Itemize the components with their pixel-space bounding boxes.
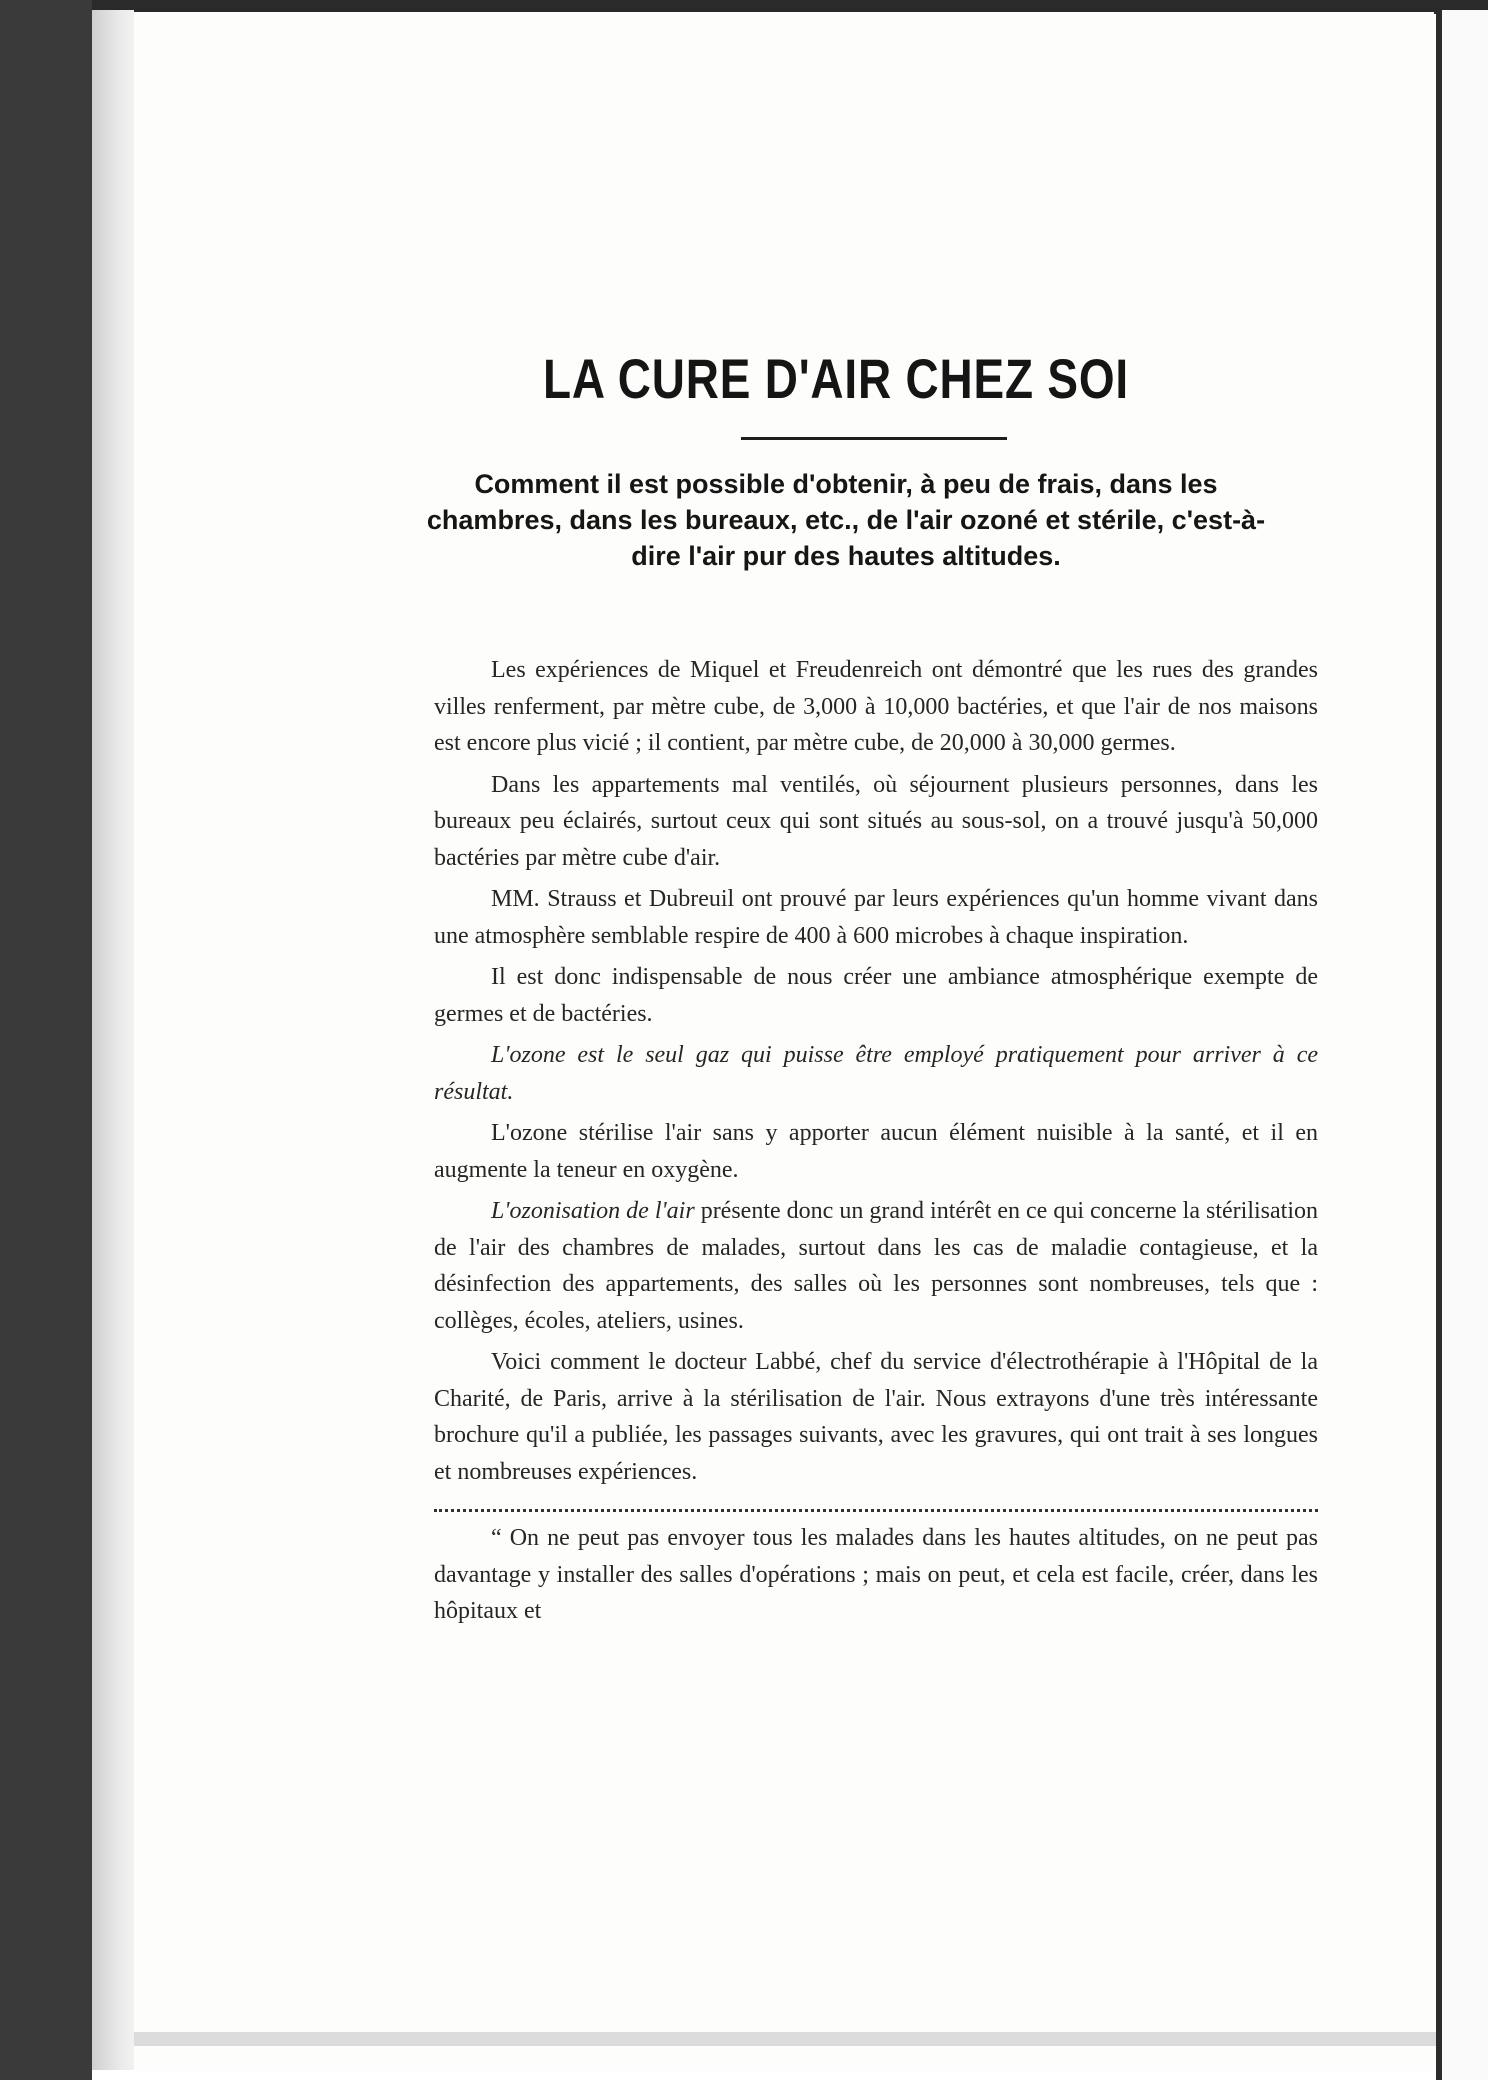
paragraph: Dans les appartements mal ventilés, où séjournent plusieurs personnes, dans les bureaux peu éclairés, surtout ceux qui sont situés au sous-sol, on a trouvé jusqu'à 50,000 bactéries par mètre cube d'air. <box>434 771 1318 871</box>
binding-edge <box>92 10 134 2070</box>
paragraph: MM. Strauss et Dubreuil ont prouvé par leurs expériences qu'un homme vivant dans une atmosphère semblable respire de 400 à 600 microbes à chaque inspiration. <box>434 886 1318 949</box>
italic-paragraph: L'ozone est le seul gaz qui puisse être employé pratiquement pour arriver à ce résultat. <box>434 1042 1318 1105</box>
dotted-separator <box>434 1495 1318 1512</box>
paragraph: Voici comment le docteur Labbé, chef du service d'électrothérapie à l'Hôpital de la Charité, de Paris, arrive à la stérilisation de l'air. Nous extrayons d'une très intéressante brochure qu'il a publiée, les passages suivants, avec les gravures, qui ont trait à ses longues et nombreuses expériences. <box>434 1349 1318 1485</box>
paragraph: Il est donc indispensable de nous créer une ambiance atmosphérique exempte de germes et de bactéries. <box>434 964 1318 1027</box>
quoted-paragraph: “ On ne peut pas envoyer tous les malades dans les hautes altitudes, on ne peut pas davantage y installer des salles d'opérations ; mais on peut, et cela est facile, créer, dans les hôpitaux et <box>434 1525 1318 1624</box>
page-bottom-edge <box>134 2032 1436 2046</box>
page-title: LA CURE D'AIR CHEZ SOI <box>543 347 1129 410</box>
paragraph-text: présente donc un grand intérêt en ce qui concerne la stérilisation de l'air des chambres de malades, surtout dans les cas de maladie contagieuse, et la désinfection des appartements, des salles où les personnes sont nombreuses, tels que : collèges, écoles, ateliers, usines. <box>434 1198 1318 1334</box>
title-rule <box>741 437 1007 440</box>
next-page-edge <box>1442 10 1488 2080</box>
paragraph: L'ozone stérilise l'air sans y apporter aucun élément nuisible à la santé, et il en augmente la teneur en oxygène. <box>434 1120 1318 1183</box>
italic-phrase: L'ozonisation de l'air <box>491 1198 695 1224</box>
article-body <box>434 652 1318 1635</box>
paragraph: Les expériences de Miquel et Freudenreich ont démontré que les rues des grandes villes renferment, par mètre cube, de 3,000 à 10,000 bactéries, et que l'air de nos maisons est encore plus vicié ; il contient, par mètre cube, de 20,000 à 30,000 germes. <box>434 657 1318 756</box>
paragraph <box>434 1193 1318 1339</box>
scan-left-border <box>0 0 92 2080</box>
page-subtitle: Comment il est possible d'obtenir, à peu de frais, dans les chambres, dans les bureaux, etc., de l'air ozoné et stérile, c'est-à-dire l'air pur des hautes altitudes. <box>426 469 1266 571</box>
